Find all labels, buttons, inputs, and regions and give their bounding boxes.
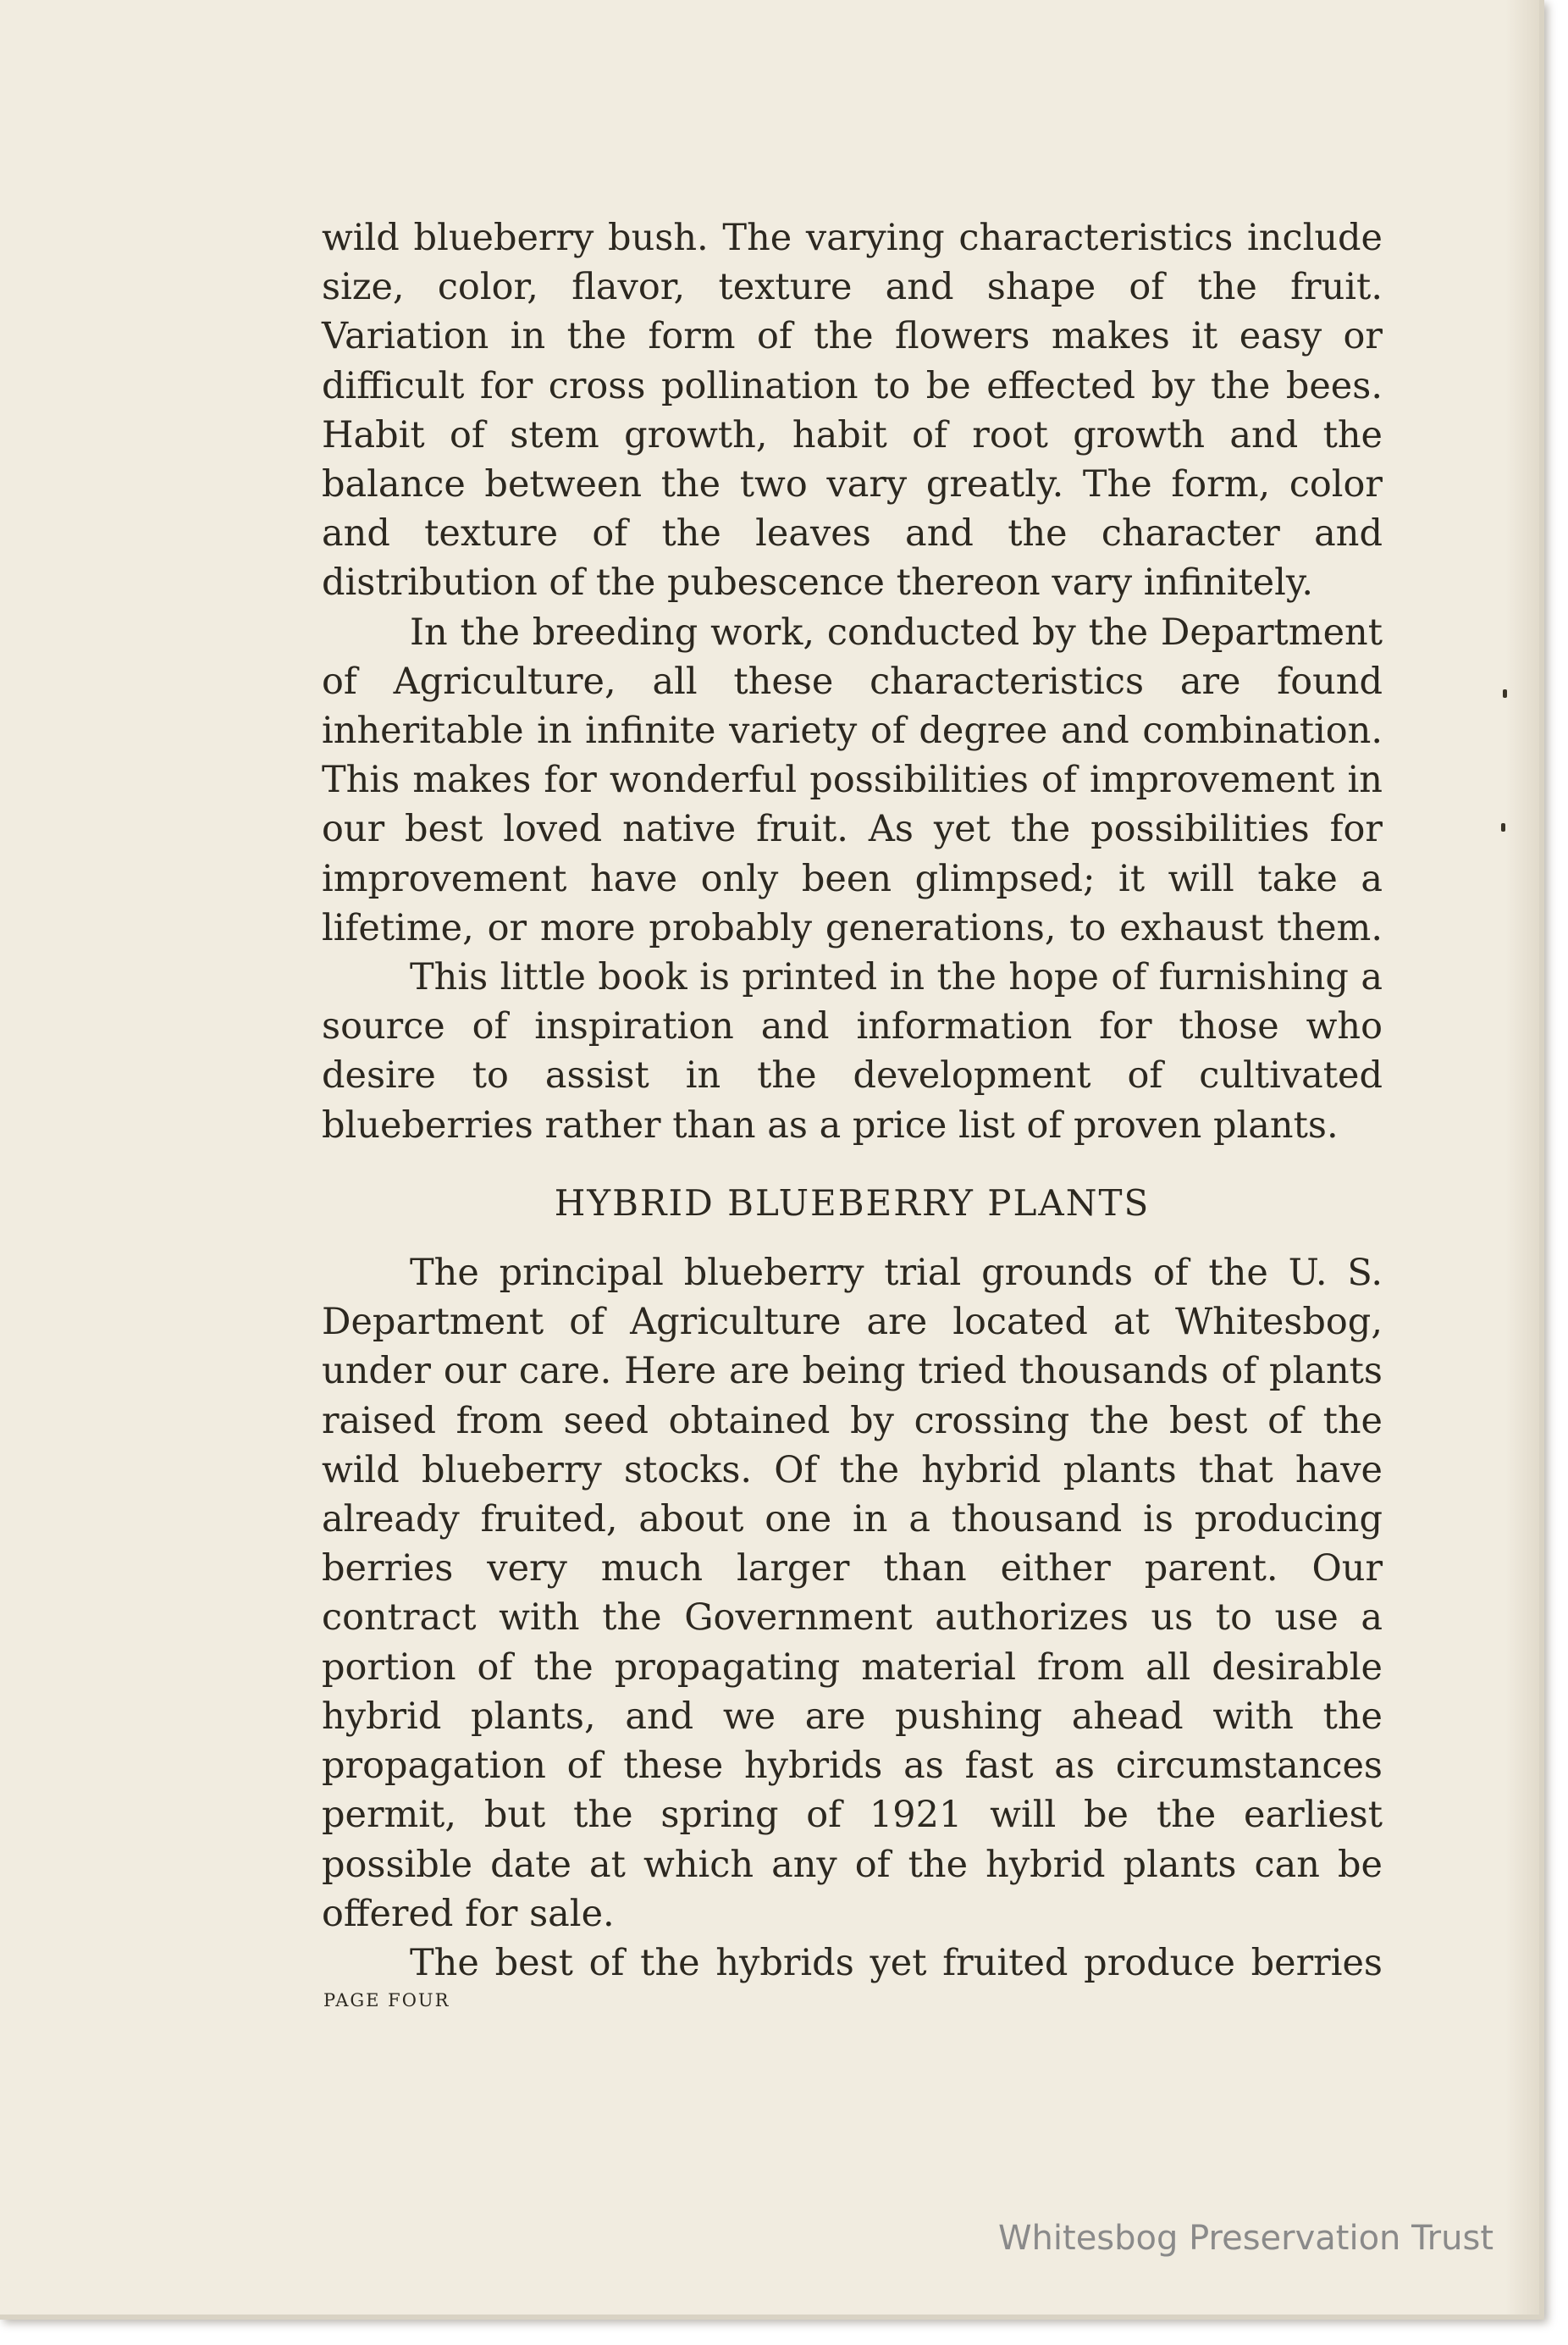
margin-mark	[1501, 823, 1505, 832]
paragraph: The principal blueberry trial grounds of the U. S. Department of Agriculture are located at Whitesbog, under our care. Here are being tried thousands of plants raised from seed obtained by crossing the best of the wild blueberry stocks. Of the hybrid plants that have already fruited, about one in a thousand is producing berries very much larger than either parent. Our contract with the Government authorizes us to use a portion of the propagating material from all desirable hybrid plants, and we are pushing ahead with the propagation of these hybrids as fast as circumstances permit, but the spring of 1921 will be the earliest possible date at which any of the hybrid plants can be offered for sale.	[322, 1252, 1383, 1935]
section-heading: HYBRID BLUEBERRY PLANTS	[554, 1181, 1151, 1224]
paragraph: In the breeding work, conducted by the Department of Agriculture, all these characteristics are found inheritable in infinite variety of degree and combination. This makes for wonderful possibilities of improvement in our best loved native fruit. As yet the possibilities for improvement have only been glimpsed; it will take a lifetime, or more probably generations, to exhaust them.	[322, 611, 1383, 949]
page-number: PAGE FOUR	[323, 1990, 450, 2010]
body-text	[322, 213, 1383, 1988]
paragraph: The best of the hybrids yet fruited produce berries	[410, 1941, 1383, 1984]
margin-mark	[1503, 689, 1507, 698]
paragraph: This little book is printed in the hope of furnishing a source of inspiration and information for those who desire to assist in the development of cultivated blueberries rather than as a price list of proven plants.	[322, 956, 1383, 1147]
watermark: Whitesbog Preservation Trust	[998, 2219, 1493, 2258]
paragraph: wild blueberry bush. The varying characteristics include size, color, flavor, texture and shape of the fruit. Variation in the form of the flowers makes it easy or difficult for cross pollination to be effected by the bees. Habit of stem growth, habit of root growth and the balance between the two vary greatly. The form, color and texture of the leaves and the character and distribution of the pubescence thereon vary infinitely.	[322, 217, 1383, 605]
